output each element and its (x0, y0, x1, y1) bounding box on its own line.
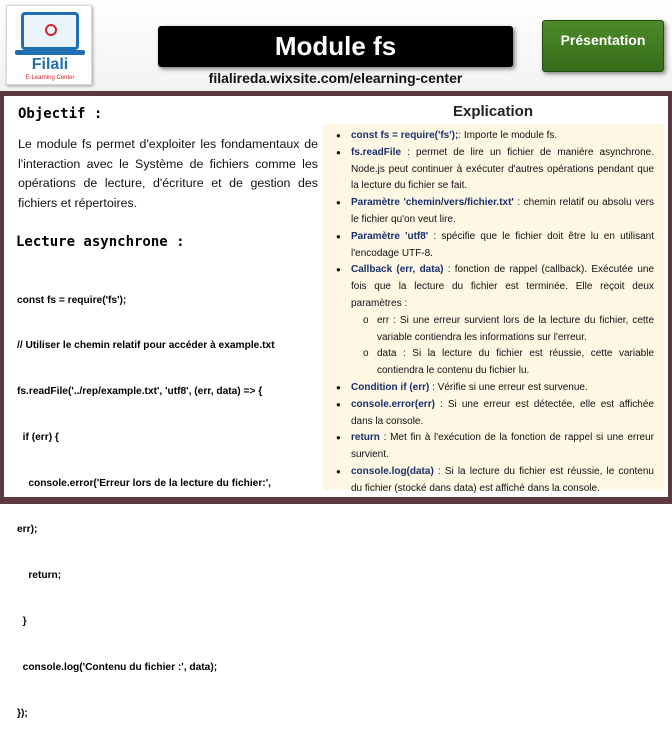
code-line: } (17, 615, 27, 627)
list-item (333, 397, 654, 431)
list-item (333, 464, 654, 498)
item-key: Paramètre 'utf8' (351, 230, 429, 242)
logo-name: Filali (31, 56, 69, 73)
code-line: console.error('Erreur lors de la lecture du fichier:', (17, 478, 271, 490)
code-line: console.log('Contenu du fichier :', data); (17, 661, 218, 673)
logo-subtitle: E-Learning Center (25, 75, 75, 81)
item-text: : Si une erreur est détectée, elle est affichée dans la console. (351, 398, 654, 427)
item-text: : Met fin à l'exécution de la fonction de rappel si une erreur survient. (351, 432, 654, 461)
list-item (333, 195, 654, 229)
item-key: const fs = require('fs'); (351, 130, 459, 141)
code-line: return; (17, 569, 62, 581)
explication-list (333, 128, 654, 498)
code-line: fs.readFile('../rep/example.txt', 'utf8', (err, data) => { (17, 386, 263, 398)
item-text: : fonction de rappel (callback). Exécutée une fois que la lecture du fichier est terminée. Elle reçoit deux paramètres : (351, 264, 655, 309)
item-key: Callback (err, data) (351, 264, 444, 276)
list-item (333, 430, 654, 464)
item-key: Condition if (err) (351, 381, 430, 393)
item-text: : Importe le module fs. (458, 130, 558, 141)
explication-heading: Explication (452, 103, 534, 120)
objectif-text: Le module fs permet d'exploiter les fondamentaux de l'interaction avec le Système de fichiers comme les opérations de lecture, d'écriture et de gestion des fichiers et répertoires. (18, 137, 318, 210)
item-text: : Si la lecture du fichier est réussie, le contenu du fichier (stocké dans data) est affiché dans la console. (351, 465, 654, 494)
code-line: // Utiliser le chemin relatif pour accéder à example.txt (17, 340, 275, 352)
explication-box (323, 124, 664, 494)
objectif-heading: Objectif : (18, 106, 103, 122)
sub-list-item (333, 346, 654, 380)
power-icon (45, 24, 57, 36)
item-text: : chemin relatif ou absolu vers le fichier qu'on veut lire. (351, 197, 655, 225)
list-item (333, 262, 654, 312)
item-key: console.error(err) (351, 398, 435, 410)
page-title-box (158, 26, 513, 67)
item-text: data : Si la lecture du fichier est réussie, cette variable contiendra le contenu du fichier lu. (377, 348, 654, 377)
list-item (333, 380, 654, 397)
code-line: err); (17, 524, 38, 536)
list-item (333, 128, 654, 145)
lecture-heading: Lecture asynchrone : (16, 234, 185, 250)
monitor-icon (21, 12, 79, 50)
site-url[interactable]: filalireda.wixsite.com/elearning-center (208, 70, 463, 86)
item-text: : spécifie que le fichier doit être lu en utilisant l'encodage UTF-8. (351, 230, 654, 259)
item-key: console.log(data) (351, 465, 434, 477)
item-key: return (351, 432, 380, 444)
list-item (333, 229, 654, 263)
sub-list-item (333, 313, 654, 347)
code-block (12, 258, 321, 719)
monitor-stand (15, 50, 85, 55)
filali-logo (6, 5, 92, 85)
item-text: : permet de lire un fichier de manière asynchrone. Node.js peut continuer à exécuter d'autres opérations pendant que la lecture du fichier se fait. (351, 146, 654, 192)
item-text: err : Si une erreur survient lors de la lecture du fichier, cette variable contiendra les informations sur l'erreur. (377, 314, 654, 343)
code-line: }); (17, 707, 28, 719)
item-key: fs.readFile (351, 146, 402, 158)
item-text: : Vérifie si une erreur est survenue. (429, 381, 588, 393)
page-title: Module fs (274, 31, 397, 61)
code-line: if (err) { (17, 432, 59, 444)
presentation-button[interactable]: Présentation (542, 20, 664, 72)
code-line: const fs = require('fs'); (17, 294, 127, 306)
item-key: Paramètre 'chemin/vers/fichier.txt' (351, 197, 514, 209)
list-item (333, 145, 654, 195)
